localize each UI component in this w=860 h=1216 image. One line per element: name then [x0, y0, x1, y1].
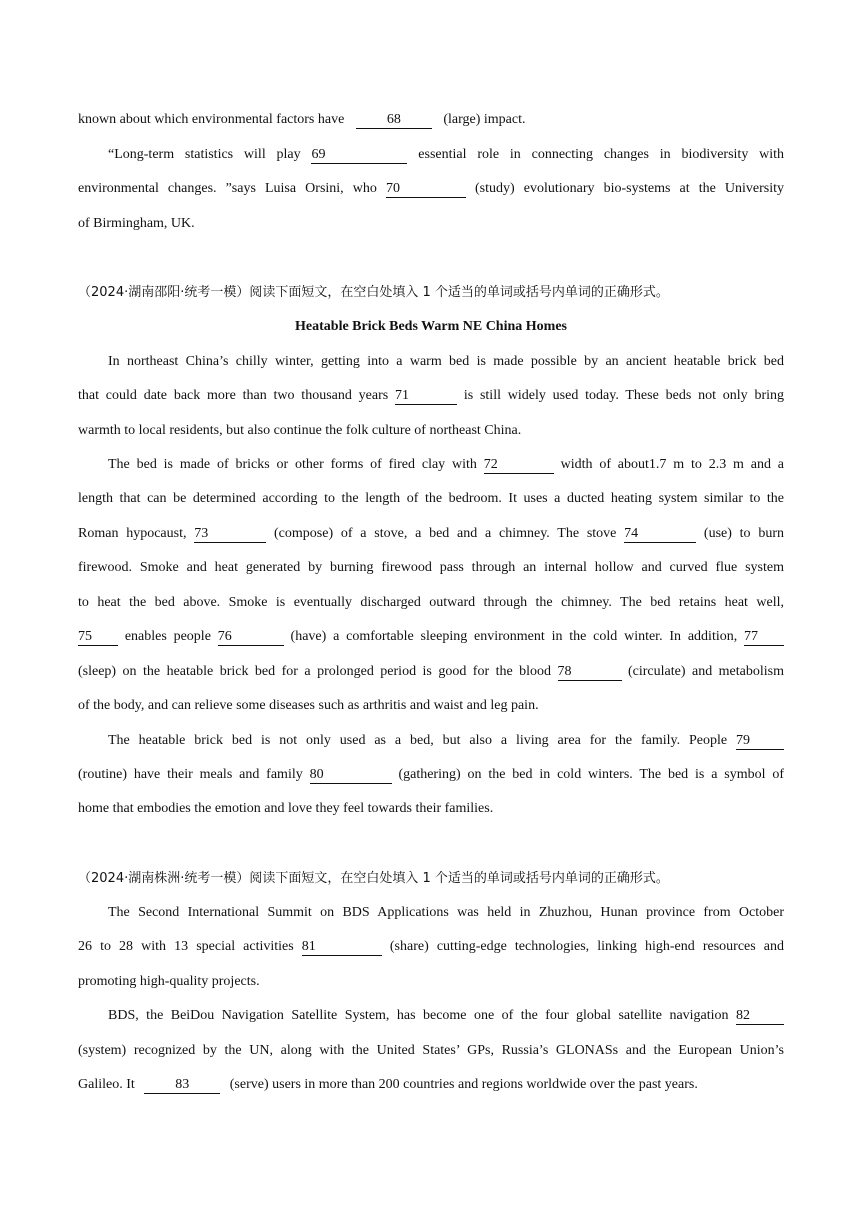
blank-78[interactable]: 78 — [558, 664, 622, 681]
text-line — [108, 1006, 784, 1026]
blank-74[interactable]: 74 — [624, 526, 696, 543]
text-fragment: (system) recognized by the UN, along with the United States’ GPs, Russia’s GLONASs and the European Union’s — [78, 1043, 784, 1058]
text-fragment: (compose) of a stove, a bed and a chimney. The stove — [274, 526, 617, 541]
text-fragment: to heat the bed above. Smoke is eventually discharged outward through the chimney. The bed retains heat well, — [78, 595, 784, 610]
text-fragment: (circulate) and metabolism — [628, 664, 784, 679]
text-line — [78, 110, 784, 130]
text-fragment: is still widely used today. These beds not only bring — [463, 388, 785, 403]
text-fragment: In northeast China’s chilly winter, getting into a warm bed is made possible by an ancient heatable brick bed — [108, 354, 784, 369]
blank-69[interactable]: 69 — [311, 147, 407, 164]
blank-79[interactable]: 79 — [736, 733, 784, 750]
blank-71[interactable]: 71 — [395, 388, 457, 405]
text-fragment: (sleep) on the heatable brick bed for a prolonged period is good for the blood — [78, 664, 552, 679]
text-fragment: of the body, and can relieve some diseases such as arthritis and waist and leg pain. — [78, 698, 539, 713]
text-fragment: “Long-term statistics will play — [108, 147, 301, 162]
blank-75[interactable]: 75 — [78, 629, 118, 646]
blank-82[interactable]: 82 — [736, 1008, 784, 1025]
text-fragment: of Birmingham, UK. — [78, 216, 195, 231]
text-line — [78, 386, 784, 406]
text-line — [78, 799, 784, 819]
source-text: （2024·湖南邵阳·统考一模）阅读下面短文，在空白处填入 1 个适当的单词或括号内单词的正确形式。 — [78, 285, 669, 300]
blank-80[interactable]: 80 — [310, 767, 392, 784]
text-line — [78, 627, 784, 647]
text-fragment: BDS, the BeiDou Navigation Satellite System, has become one of the four global satellite navigation — [108, 1008, 729, 1023]
text-line — [78, 524, 784, 544]
text-line — [78, 593, 784, 613]
text-fragment: warmth to local residents, but also continue the folk culture of northeast China. — [78, 423, 522, 438]
text-fragment: (gathering) on the bed in cold winters. The bed is a symbol of — [398, 767, 785, 782]
blank-76[interactable]: 76 — [218, 629, 284, 646]
text-line — [108, 731, 784, 751]
text-fragment: essential role in connecting changes in biodiversity with — [418, 147, 785, 162]
blank-72[interactable]: 72 — [484, 457, 554, 474]
text-line — [78, 1075, 784, 1095]
blank-73[interactable]: 73 — [194, 526, 266, 543]
text-line — [78, 558, 784, 578]
text-line — [78, 696, 784, 716]
source-text: （2024·湖南株洲·统考一模）阅读下面短文，在空白处填入 1 个适当的单词或括号内单词的正确形式。 — [78, 871, 669, 886]
text-fragment: (routine) have their meals and family — [78, 767, 303, 782]
text-line — [108, 455, 784, 475]
text-line — [78, 1041, 784, 1061]
blank-68[interactable]: 68 — [356, 112, 432, 129]
text-fragment: firewood. Smoke and heat generated by burning firewood pass through an internal hollow and curved flue system — [78, 560, 784, 575]
text-fragment: known about which environmental factors have — [78, 112, 345, 127]
text-line — [78, 765, 784, 785]
text-line — [108, 352, 784, 372]
text-fragment: The heatable brick bed is not only used as a bed, but also a living area for the family. People — [108, 733, 728, 748]
blank-81[interactable]: 81 — [302, 939, 382, 956]
text-fragment: (serve) users in more than 200 countries and regions worldwide over the past years. — [229, 1077, 698, 1092]
text-fragment: (have) a comfortable sleeping environment in the cold winter. In addition, — [290, 629, 738, 644]
text-fragment: that could date back more than two thousand years — [78, 388, 389, 403]
blank-70[interactable]: 70 — [386, 181, 466, 198]
text-fragment: enables people — [124, 629, 211, 644]
text-fragment: promoting high-quality projects. — [78, 974, 260, 989]
text-line — [108, 145, 784, 165]
text-fragment: environmental changes. ”says Luisa Orsini, who — [78, 181, 377, 196]
blank-77[interactable]: 77 — [744, 629, 784, 646]
text-line — [78, 972, 784, 992]
text-line — [78, 662, 784, 682]
text-fragment: Galileo. It — [78, 1077, 135, 1092]
text-fragment: 26 to 28 with 13 special activities — [78, 939, 294, 954]
question-source — [78, 869, 784, 889]
text-fragment: width of about1.7 m to 2.3 m and a — [560, 457, 785, 472]
text-line — [78, 489, 784, 509]
text-line — [78, 937, 784, 957]
text-fragment: Roman hypocaust, — [78, 526, 187, 541]
text-fragment: (use) to burn — [703, 526, 784, 541]
text-fragment: (large) impact. — [443, 112, 526, 127]
text-line — [78, 179, 784, 199]
text-fragment: length that can be determined according to the length of the bedroom. It uses a ducted heating system similar to the — [78, 491, 784, 506]
text-fragment: (study) evolutionary bio-systems at the University — [475, 181, 785, 196]
text-line — [108, 903, 784, 923]
text-fragment: home that embodies the emotion and love they feel towards their families. — [78, 801, 494, 816]
text-fragment: The bed is made of bricks or other forms of fired clay with — [108, 457, 477, 472]
text-line — [78, 214, 784, 234]
passage-title: Heatable Brick Beds Warm NE China Homes — [295, 319, 567, 334]
blank-83[interactable]: 83 — [144, 1077, 220, 1094]
text-fragment: The Second International Summit on BDS Applications was held in Zhuzhou, Hunan province from October — [108, 905, 784, 920]
question-source — [78, 283, 784, 303]
text-fragment: (share) cutting-edge technologies, linking high-end resources and — [389, 939, 785, 954]
text-line — [78, 421, 784, 441]
